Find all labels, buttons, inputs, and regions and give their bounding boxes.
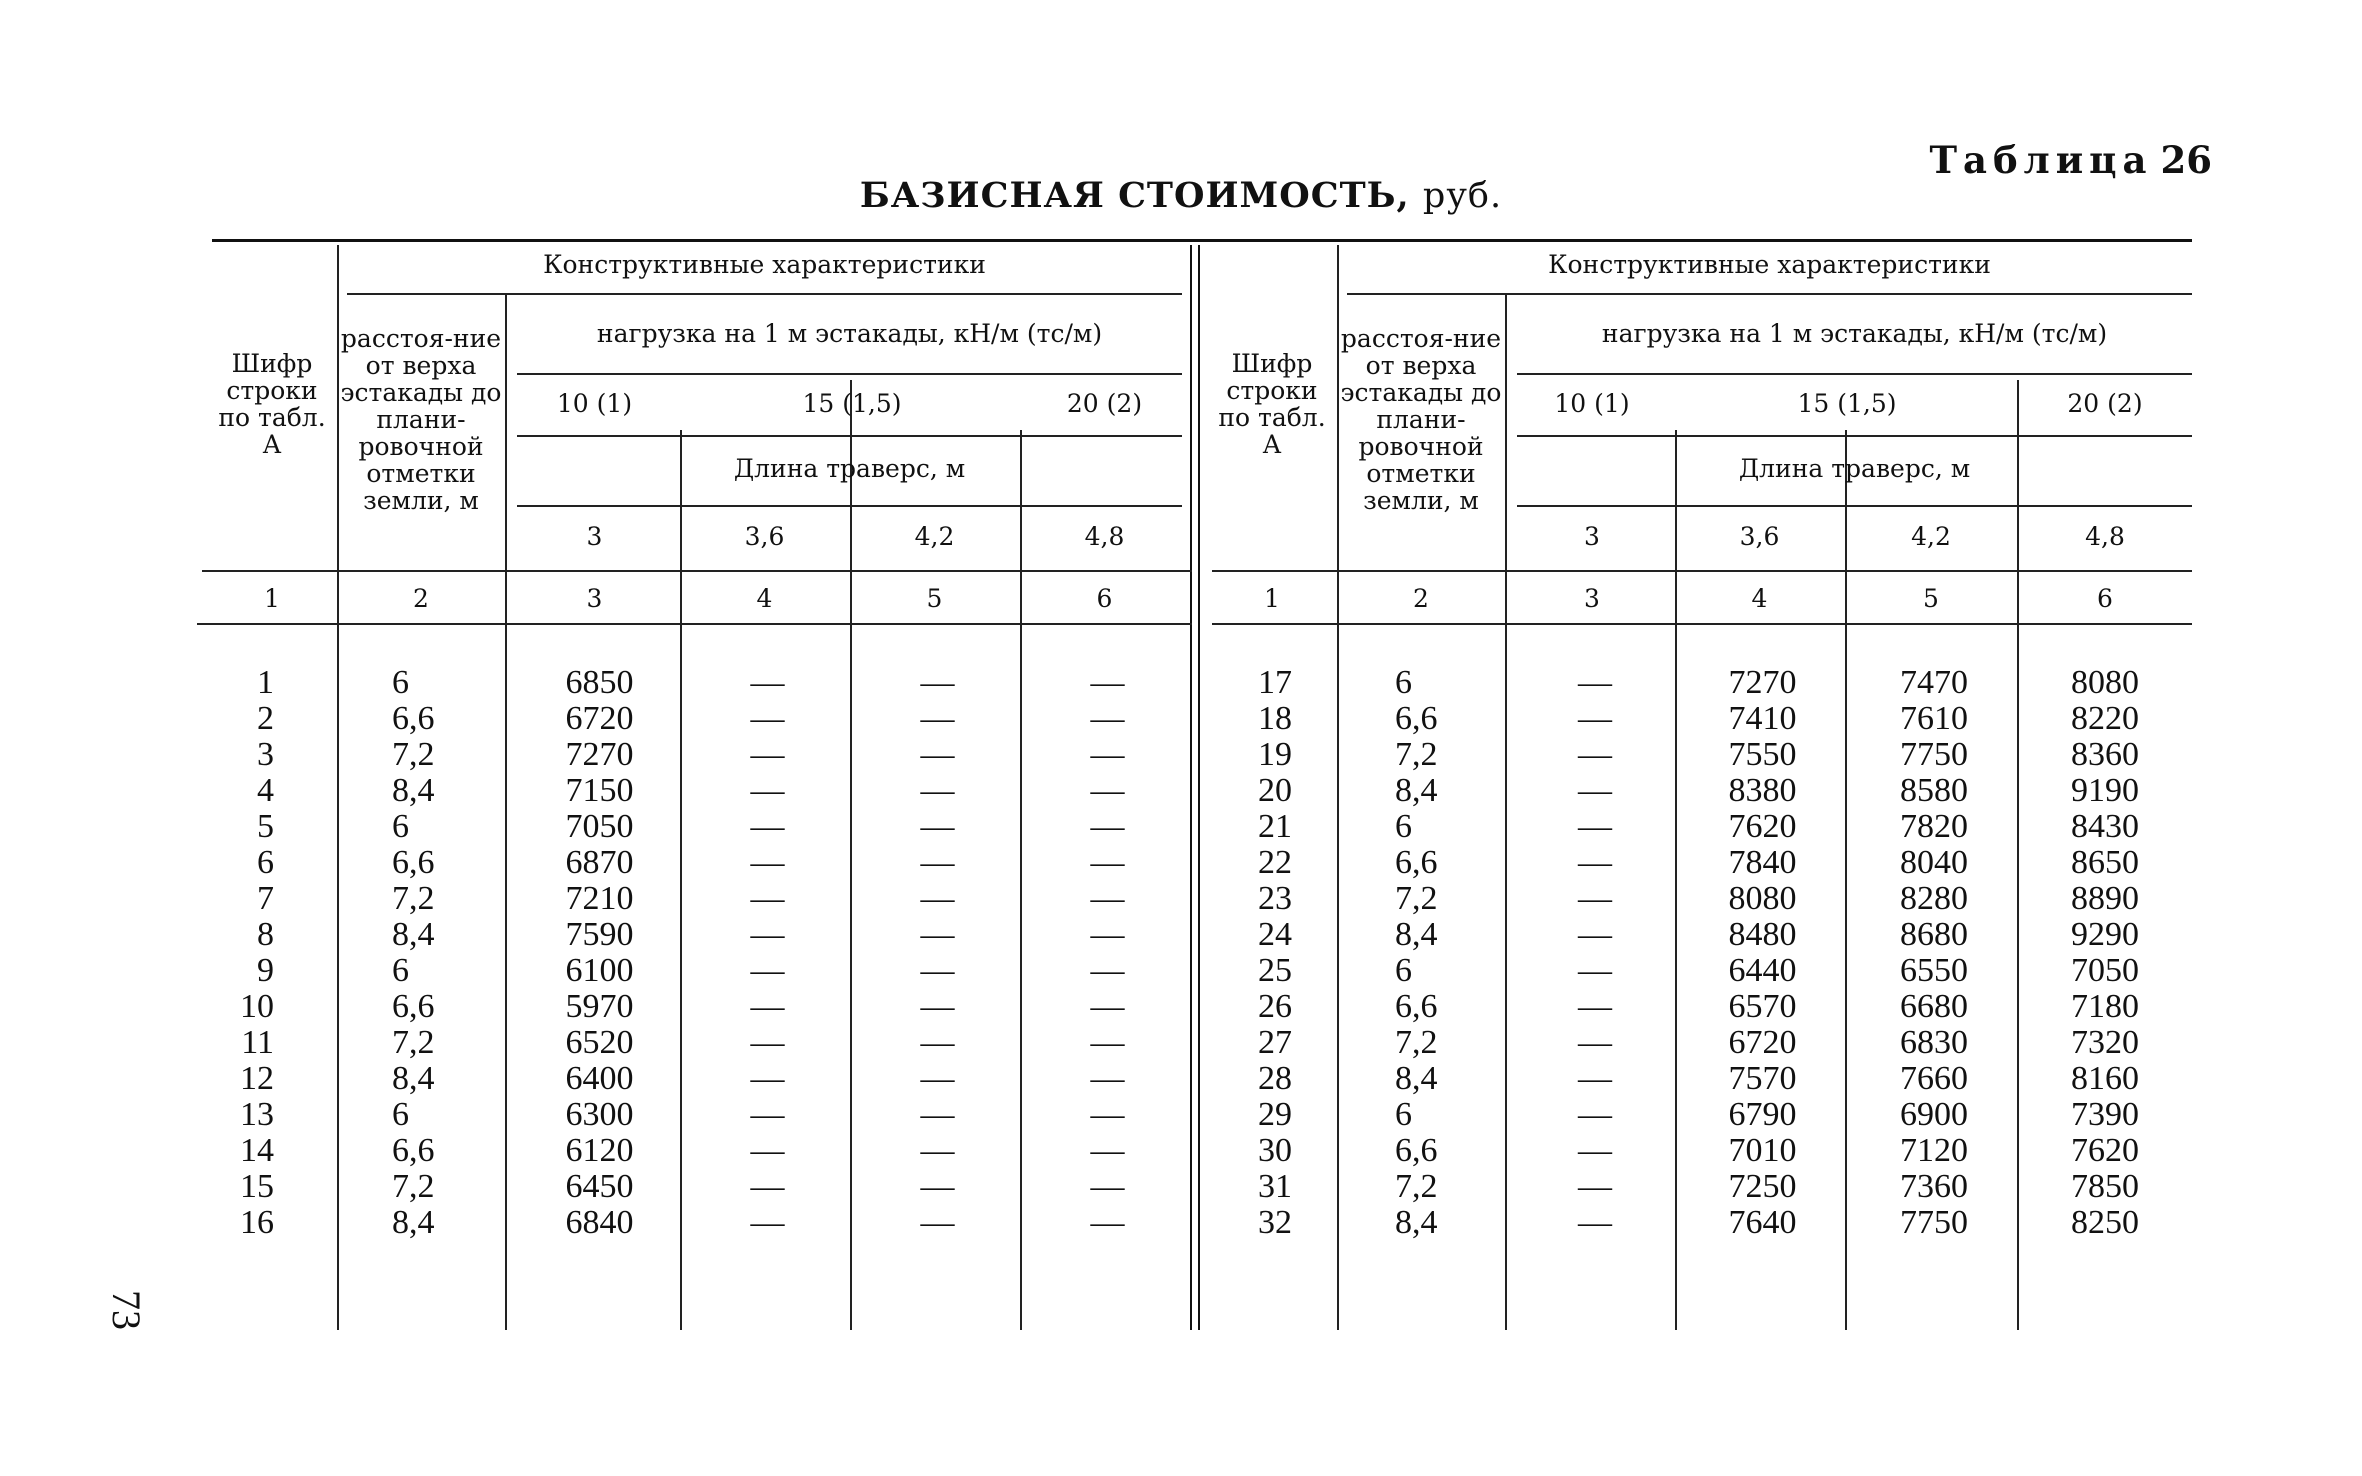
table-cell: 8,4 [392,1060,435,1097]
table-cell: — [1090,808,1125,845]
header-load: нагрузка на 1 м эстакады, кН/м (тс/м) [596,319,1103,348]
top-rule [212,239,2192,242]
table-cell: 7,2 [392,1024,435,1061]
table-cell: — [920,1168,955,1205]
table-cell: 6,6 [392,844,435,881]
table-cell: 7,2 [392,880,435,917]
table-cell: 7270 [1728,664,1797,701]
table-cell: — [750,1024,785,1061]
table-cell: — [920,736,955,773]
col-num: 2 [1413,584,1429,613]
header-distance: расстоя-ние от верха эстакады до плани-ровочной отметки земли, м [1340,324,1502,515]
right-col-code [1212,665,1292,1241]
table-cell: 6,6 [1395,700,1438,737]
table-cell: 7050 [2071,952,2139,989]
table-cell: 23 [1258,880,1292,917]
table-cell: 7,2 [392,736,435,773]
table-cell: 6520 [565,1024,634,1061]
col-num: 1 [264,584,280,613]
table-cell: 6,6 [1395,844,1438,881]
table-cell: — [1578,880,1612,917]
table-cell: 7620 [1728,808,1797,845]
table-cell: — [920,808,955,845]
table-cell: 7320 [2071,1024,2139,1061]
table-cell: — [1578,1132,1612,1169]
table-cell: — [750,916,785,953]
vline [1845,430,1847,1330]
table-cell: 8,4 [1395,1060,1438,1097]
table-cell: 17 [1258,664,1292,701]
right-col-5 [1850,665,2018,1241]
table-cell: 6,6 [392,1132,435,1169]
table-cell: — [1090,1132,1125,1169]
table-cell: 6 [1395,952,1412,989]
table-cell: 7570 [1728,1060,1797,1097]
hline [347,293,1182,295]
table-cell: 7210 [565,880,634,917]
table-cell: 4 [257,772,274,809]
table-cell: 6,6 [1395,1132,1438,1169]
header-len-3-6: 3,6 [744,522,785,551]
table-cell: 7180 [2071,988,2139,1025]
table-cell: 7,2 [1395,1024,1438,1061]
table-cell: — [920,916,955,953]
table-cell: — [1090,772,1125,809]
table-cell: 2 [257,700,274,737]
col-num: 5 [1923,584,1939,613]
table-cell: 6 [1395,664,1412,701]
left-col-6 [1025,665,1190,1241]
header-distance: расстоя-ние от верха эстакады до плани-ровочной отметки земли, м [340,324,502,515]
table-cell: — [1090,736,1125,773]
table-cell: — [750,700,785,737]
table-cell: — [750,772,785,809]
table-cell: — [750,1096,785,1133]
hline [1517,505,2192,507]
table-cell: 9 [257,952,274,989]
table-cell: 7,2 [392,1168,435,1205]
table-cell: 8220 [2071,700,2139,737]
table-cell: 7 [257,880,274,917]
table-cell: — [920,1024,955,1061]
table-cell: 7410 [1728,700,1797,737]
hline [1212,570,2192,572]
table-cell: — [1090,700,1125,737]
table-cell: 9190 [2071,772,2139,809]
table-cell: — [750,880,785,917]
table-cell: 6570 [1728,988,1797,1025]
header-traverse: Длина траверс, м [733,454,966,483]
table-cell: 6450 [565,1168,634,1205]
table-cell: 1 [257,664,274,701]
header-len-4-8: 4,8 [2085,522,2125,551]
table-cell: 20 [1258,772,1292,809]
table-cell: 31 [1258,1168,1292,1205]
table-cell: 7470 [1900,664,1968,701]
vline [1337,245,1339,1330]
table-cell: — [1578,952,1612,989]
table-cell: — [920,1132,955,1169]
table-cell: 6870 [565,844,634,881]
table-cell: — [920,988,955,1025]
hline [517,435,1182,437]
hline [517,505,1182,507]
header-load-15: 15 (1,5) [802,389,902,418]
table-cell: 8580 [1900,772,1968,809]
table-cell: 7050 [565,808,634,845]
table-cell: 7610 [1900,700,1968,737]
table-cell: — [1578,664,1612,701]
table-cell: — [1578,1060,1612,1097]
right-col-6 [2020,665,2190,1241]
table-cell: 6 [392,952,409,989]
hline [197,623,1192,625]
table-cell: 28 [1258,1060,1292,1097]
col-num: 2 [413,584,429,613]
table-cell: 7850 [2071,1168,2139,1205]
table-cell: — [1090,1204,1125,1241]
header-len-4-2: 4,2 [1911,522,1951,551]
header-len-3: 3 [1584,522,1600,551]
table-cell: 10 [240,988,274,1025]
table-cell: 7590 [565,916,634,953]
table-cell: — [1090,1060,1125,1097]
hline [1212,623,2192,625]
table-cell: 8,4 [392,1204,435,1241]
table-cell: — [750,1132,785,1169]
table-cell: 6440 [1728,952,1797,989]
table-cell: 8080 [1728,880,1797,917]
table-cell: — [1090,916,1125,953]
table-cell: 8890 [2071,880,2139,917]
table-cell: — [920,844,955,881]
table-cell: — [750,1060,785,1097]
header-row-code: Шифр строки по табл. А [1218,349,1326,459]
table-cell: — [1578,988,1612,1025]
table-cell: — [1578,700,1612,737]
col-num: 6 [2097,584,2113,613]
col-num: 1 [1264,584,1280,613]
table-cell: 6720 [565,700,634,737]
table-cell: — [1090,1096,1125,1133]
table-cell: 15 [240,1168,274,1205]
table-cell: 7640 [1728,1204,1797,1241]
table-cell: — [920,880,955,917]
table-cell: — [920,772,955,809]
hline [1517,373,2192,375]
table-cell: 6,6 [392,700,435,737]
hline [1517,435,2192,437]
header-len-4-2: 4,2 [914,522,955,551]
table-cell: — [1090,844,1125,881]
table-cell: — [750,664,785,701]
title-unit: руб. [1422,176,1503,216]
table-cell: 13 [240,1096,274,1133]
table-cell: 5 [257,808,274,845]
table-cell: 27 [1258,1024,1292,1061]
table-cell: — [750,952,785,989]
table-cell: 6840 [565,1204,634,1241]
table-cell: 7,2 [1395,736,1438,773]
table-cell: 6100 [565,952,634,989]
table-cell: — [1578,1168,1612,1205]
left-col-distance [392,665,512,1241]
table-cell: 11 [241,1024,274,1061]
table-cell: — [920,1204,955,1241]
table-cell: — [1090,880,1125,917]
table-cell: — [750,1168,785,1205]
table-cell: 6830 [1900,1024,1968,1061]
table-cell: 25 [1258,952,1292,989]
table-cell: — [920,664,955,701]
table-cell: 8430 [2071,808,2139,845]
table-cell: 22 [1258,844,1292,881]
vline [1020,430,1022,1330]
table-cell: 8,4 [1395,916,1438,953]
table-cell: 7,2 [1395,1168,1438,1205]
hline [517,373,1182,375]
table-cell: 9290 [2071,916,2139,953]
header-load-15: 15 (1,5) [1797,389,1897,418]
table-cell: 6 [392,1096,409,1133]
table-cell: 29 [1258,1096,1292,1133]
table-cell: 7270 [565,736,634,773]
table-cell: 8680 [1900,916,1968,953]
table-cell: 8,4 [1395,1204,1438,1241]
table-cell: 6680 [1900,988,1968,1025]
table-cell: 6550 [1900,952,1968,989]
table-cell: 6 [257,844,274,881]
table-cell: 8,4 [1395,772,1438,809]
table-cell: 3 [257,736,274,773]
left-col-5 [855,665,1020,1241]
hline [1347,293,2192,295]
table-cell: 32 [1258,1204,1292,1241]
header-load: нагрузка на 1 м эстакады, кН/м (тс/м) [1601,319,2108,348]
table-cell: 7150 [565,772,634,809]
table-cell: 30 [1258,1132,1292,1169]
table-cell: 8160 [2071,1060,2139,1097]
table-cell: 7840 [1728,844,1797,881]
left-col-3 [517,665,682,1241]
table-cell: — [1578,844,1612,881]
header-load-20: 20 (2) [2067,389,2143,418]
table-cell: 12 [240,1060,274,1097]
col-num: 3 [586,584,603,613]
col-num: 6 [1096,584,1113,613]
table-cell: — [750,988,785,1025]
table-cell: 6400 [565,1060,634,1097]
left-col-code [212,665,274,1241]
table-cell: — [1578,736,1612,773]
table-cell: 6850 [565,664,634,701]
hline [202,570,1192,572]
col-num: 4 [756,584,773,613]
header-group: Конструктивные характеристики [543,250,986,279]
table-cell: — [920,952,955,989]
table-cell: 8080 [2071,664,2139,701]
table-cell: 7550 [1728,736,1797,773]
table-cell: 5970 [565,988,634,1025]
table-cell: — [1090,988,1125,1025]
left-col-4 [685,665,850,1241]
table-cell: 8250 [2071,1204,2139,1241]
table-cell: 7750 [1900,736,1968,773]
table-cell: — [920,1096,955,1133]
table-cell: 8360 [2071,736,2139,773]
table-cell: — [1090,952,1125,989]
page-title [0,175,2362,216]
table-cell: — [1090,1024,1125,1061]
table-cell: — [920,700,955,737]
table-cell: 8040 [1900,844,1968,881]
table-cell: 7,2 [1395,880,1438,917]
table-cell: — [1578,1096,1612,1133]
table-cell: 8,4 [392,772,435,809]
col-num: 3 [1584,584,1600,613]
table-cell: — [1090,1168,1125,1205]
table-cell: 7250 [1728,1168,1797,1205]
header-len-3: 3 [586,522,603,551]
table-cell: 7120 [1900,1132,1968,1169]
header-traverse: Длина траверс, м [1738,454,1971,483]
table-cell: 21 [1258,808,1292,845]
header-load-10: 10 (1) [556,389,633,418]
table-cell: 6,6 [392,988,435,1025]
table-cell: 6,6 [1395,988,1438,1025]
table-cell: — [1578,1024,1612,1061]
vline [1675,430,1677,1330]
table-cell: 7750 [1900,1204,1968,1241]
table-cell: — [750,844,785,881]
header-len-4-8: 4,8 [1084,522,1125,551]
table-cell: 6120 [565,1132,634,1169]
table-cell: — [920,1060,955,1097]
table-cell: 6 [392,808,409,845]
table-cell: 8280 [1900,880,1968,917]
table-cell: — [1578,808,1612,845]
table-cell: 7390 [2071,1096,2139,1133]
table-number: 26 [2160,138,2212,182]
col-num: 5 [926,584,943,613]
header-load-20: 20 (2) [1066,389,1143,418]
table-cell: — [750,808,785,845]
header-row-code: Шифр строки по табл. А [218,349,326,459]
table-cell: — [750,1204,785,1241]
vline [337,245,339,1330]
table-cell: 6 [392,664,409,701]
table-cell: 19 [1258,736,1292,773]
table-cell: 8,4 [392,916,435,953]
table-cell: 7010 [1728,1132,1797,1169]
title-main: БАЗИСНАЯ СТОИМОСТЬ, [859,175,1410,216]
header-len-3-6: 3,6 [1739,522,1780,551]
table-cell: 6720 [1728,1024,1797,1061]
table-cell: 7360 [1900,1168,1968,1205]
col-num: 4 [1751,584,1768,613]
header-load-10: 10 (1) [1554,389,1630,418]
table-cell: — [1578,772,1612,809]
right-col-3 [1515,665,1675,1241]
right-col-distance [1395,665,1515,1241]
table-cell: 6300 [565,1096,634,1133]
header-group: Конструктивные характеристики [1548,250,1991,279]
table-cell: 6 [1395,1096,1412,1133]
table-cell: 14 [240,1132,274,1169]
table-label-text: Таблица [1929,138,2153,182]
table-cell: 18 [1258,700,1292,737]
table-cell: 7820 [1900,808,1968,845]
table-cell: — [1578,1204,1612,1241]
table-cell: 6900 [1900,1096,1968,1133]
table-cell: 7620 [2071,1132,2139,1169]
table-cell: 24 [1258,916,1292,953]
table-cell: — [750,736,785,773]
table-cell: — [1090,664,1125,701]
table-cell: 8480 [1728,916,1797,953]
table-cell: 8 [257,916,274,953]
table-cell: 16 [240,1204,274,1241]
table-cell: 6 [1395,808,1412,845]
table-cell: 26 [1258,988,1292,1025]
right-col-4 [1680,665,1845,1241]
table-cell: 8380 [1728,772,1797,809]
table-cell: 7660 [1900,1060,1968,1097]
table-cell: 6790 [1728,1096,1797,1133]
page-number: 73 [104,1290,149,1330]
table-cell: 8650 [2071,844,2139,881]
table-cell: — [1578,916,1612,953]
